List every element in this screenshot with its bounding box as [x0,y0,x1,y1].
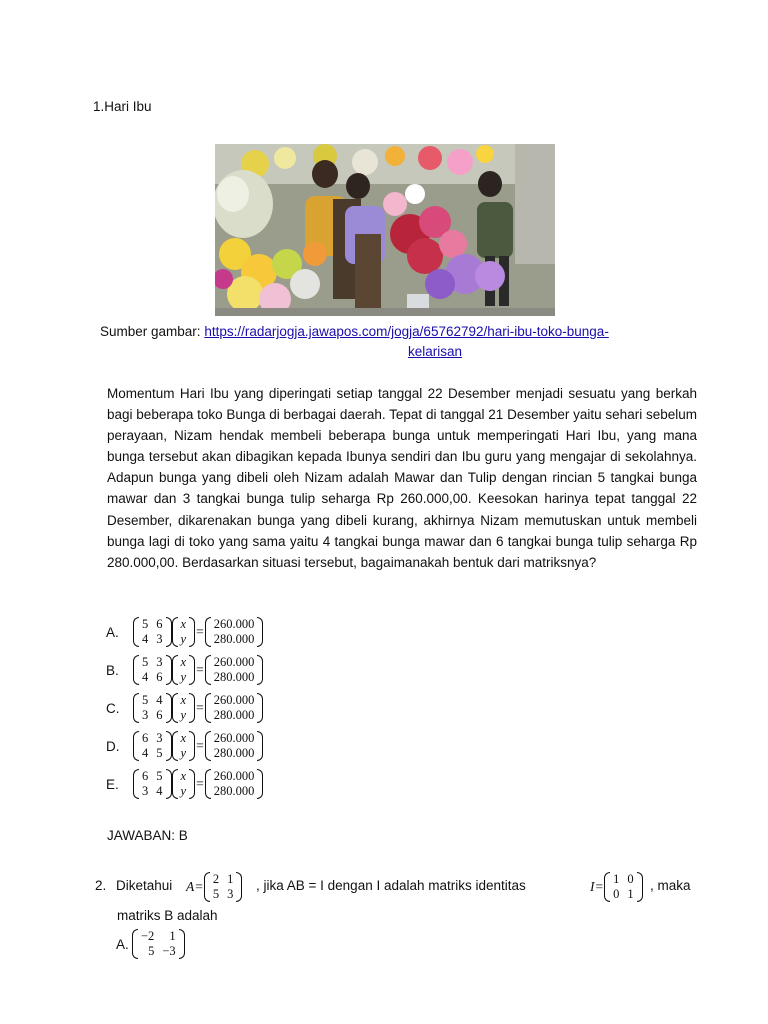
option-d[interactable] [106,731,306,763]
price-vector: 260.000 280.000 [205,731,264,761]
option-e[interactable] [106,769,306,801]
matrix-i: 1 0 0 1 [604,872,643,902]
option-letter: B. [106,663,119,678]
flower-shop-image [215,144,555,316]
option-c[interactable] [106,693,306,725]
question-2-number: 2. [95,878,107,893]
price-vector: 260.000 280.000 [205,617,264,647]
matrix-b-candidate: −2 1 5 −3 [132,929,185,959]
matrix-a: 2 1 5 3 [204,872,243,902]
variable-vector: x y [172,731,196,761]
variable-vector: x y [172,693,196,723]
variable-vector: x y [172,655,196,685]
equals-sign: = [196,624,204,639]
equals-sign: = [195,879,203,894]
option-b[interactable] [106,655,306,687]
question-2-line-1 [116,872,698,904]
option-equation [133,617,263,647]
matrix-a-expression [186,872,242,902]
equals-sign: = [196,738,204,753]
option-equation [133,731,263,761]
question-2-option-a[interactable] [116,929,236,961]
coefficient-matrix: 6 5 3 4 [133,769,172,799]
option-equation [133,655,263,685]
source-label: Sumber gambar: [100,324,201,339]
question-1-title: 1.Hari Ibu [93,99,152,114]
option-letter: A. [106,625,119,640]
option-matrix [132,929,185,959]
price-vector: 260.000 280.000 [205,693,264,723]
question-2-line-2: matriks B adalah [117,908,218,923]
matrix-i-label: I [590,879,595,894]
price-vector: 260.000 280.000 [205,769,264,799]
coefficient-matrix: 5 4 3 6 [133,693,172,723]
variable-vector: x y [172,769,196,799]
source-link-continued[interactable]: kelarisan [407,344,463,359]
option-letter: A. [116,937,129,952]
equals-sign: = [196,662,204,677]
matrix-i-expression [590,872,643,902]
question-2-text-3: , maka [650,878,691,893]
answer-key: JAWABAN: B [107,828,188,843]
option-letter: E. [106,777,119,792]
matrix-a-label: A [186,879,195,894]
variable-vector: x y [172,617,196,647]
price-vector: 260.000 280.000 [205,655,264,685]
option-letter: D. [106,739,120,754]
equals-sign: = [196,776,204,791]
option-equation [133,693,263,723]
question-1-paragraph: Momentum Hari Ibu yang diperingati setiap tanggal 22 Desember menjadi sesuatu yang berkah bagi beberapa toko Bunga di berbagai daerah. Tepat di tanggal 21 Desember yaitu sehari sebelum perayaan, Nizam hendak membeli beberapa bunga untuk memperingati Hari Ibu, yang mana bunga tersebut akan dibagikan kepada Ibunya sendiri dan Ibu guru yang mengajar di sekolahnya. Adapun bunga yang dibeli oleh Nizam adalah Mawar dan Tulip dengan rincian 5 tangkai bunga mawar dan 3 tangkai bunga tulip seharga Rp 260.000,00. Keesokan harinya tepat tanggal 22 Desember, dikarenakan bunga yang dibeli kurang, akhirnya Nizam memutuskan untuk membeli bunga lagi di toko yang sama yaitu 4 tangkai bunga mawar dan 6 tangkai bunga tulip seharga Rp 280.000,00. Berdasarkan situasi tersebut, bagaimanakah bentuk dari matriksnya? [107,386,697,570]
question-2-text-1: Diketahui [116,878,173,893]
flower-shop-photo [215,144,555,316]
option-a[interactable] [106,617,306,649]
coefficient-matrix: 6 3 4 5 [133,731,172,761]
option-letter: C. [106,701,120,716]
coefficient-matrix: 5 6 4 3 [133,617,172,647]
coefficient-matrix: 5 3 4 6 [133,655,172,685]
equals-sign: = [595,879,604,894]
equals-sign: = [196,700,204,715]
question-2-text-2: , jika AB = I dengan I adalah matriks identitas [256,878,526,893]
image-source [100,322,700,362]
option-equation [133,769,263,799]
source-link[interactable]: https://radarjogja.jawapos.com/jogja/65762792/hari-ibu-toko-bunga- [204,324,609,339]
